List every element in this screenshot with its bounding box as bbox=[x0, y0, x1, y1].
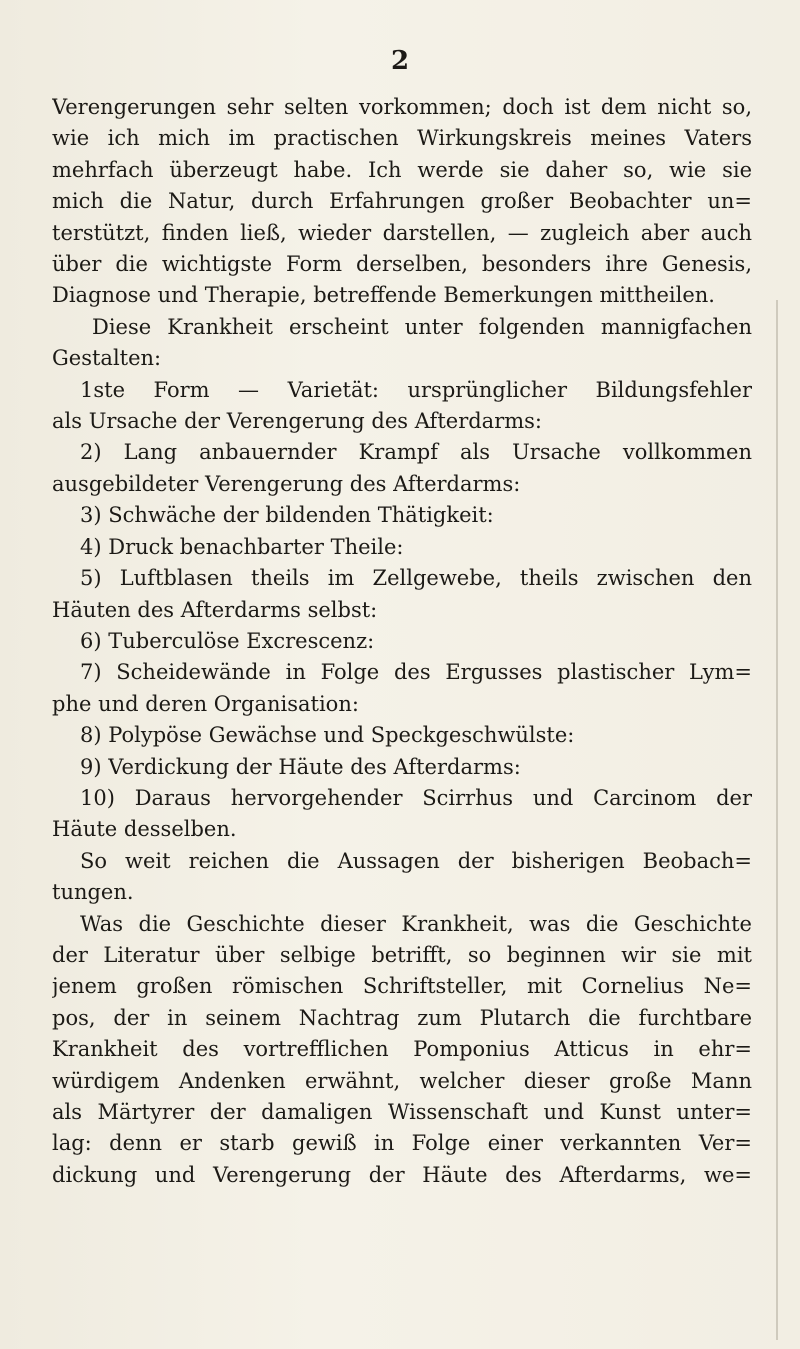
text-line: wie ich mich im practischen Wirkungskreis meines Vaters bbox=[52, 126, 752, 151]
text-line: Was die Geschichte dieser Krankheit, was die Geschichte bbox=[80, 911, 752, 936]
text-line: Gestalten: bbox=[52, 346, 162, 371]
text-line: Diagnose und Therapie, betreffende Bemerkungen mittheilen. bbox=[52, 283, 715, 308]
text-line: terstützt, finden ließ, wieder darstellen, — zugleich aber auch bbox=[52, 220, 752, 245]
text-line: würdigem Andenken erwähnt, welcher dieser große Mann bbox=[52, 1068, 752, 1093]
text-line: als Ursache der Verengerung des Afterdarms: bbox=[52, 409, 542, 434]
text-line: 1ste Form — Varietät: ursprünglicher Bildungsfehler bbox=[80, 377, 752, 402]
text-line: 10) Daraus hervorgehender Scirrhus und Carcinom der bbox=[80, 785, 752, 810]
text-line: 3) Schwäche der bildenden Thätigkeit: bbox=[80, 503, 494, 528]
text-line: Verengerungen sehr selten vorkommen; doch ist dem nicht so, bbox=[52, 95, 752, 119]
text-line: als Märtyrer der damaligen Wissenschaft und Kunst unter= bbox=[52, 1100, 752, 1124]
text-line: 4) Druck benachbarter Theile: bbox=[80, 534, 404, 559]
text-line: So weit reichen die Aussagen der bisherigen Beobach= bbox=[80, 848, 752, 873]
text-line: ausgebildeter Verengerung des Afterdarms: bbox=[52, 471, 521, 496]
text-line: 9) Verdickung der Häute des Afterdarms: bbox=[80, 754, 521, 779]
text-line: 6) Tuberculöse Excrescenz: bbox=[80, 628, 375, 653]
text-line: über die wichtigste Form derselben, besonders ihre Genesis, bbox=[52, 252, 752, 277]
text-line: 7) Scheidewände in Folge des Ergusses plastischer Lym= bbox=[80, 660, 752, 685]
text-line: Häute desselben. bbox=[52, 817, 237, 842]
text-line: 2) Lang anbauernder Krampf als Ursache vollkommen bbox=[80, 440, 752, 465]
text-line: Diese Krankheit erscheint unter folgenden mannigfachen bbox=[92, 314, 752, 339]
text-line: 8) Polypöse Gewächse und Speckgeschwülste: bbox=[80, 723, 575, 748]
text-line: dickung und Verengerung der Häute des Afterdarms, we= bbox=[52, 1162, 752, 1187]
page-edge-shadow bbox=[776, 300, 778, 1340]
text-line: phe und deren Organisation: bbox=[52, 691, 359, 716]
page-number: 2 bbox=[390, 46, 410, 76]
text-line: lag: denn er starb gewiß in Folge einer verkannten Ver= bbox=[52, 1131, 752, 1156]
text-line: jenem großen römischen Schriftsteller, mit Cornelius Ne= bbox=[52, 974, 752, 999]
text-line: 5) Luftblasen theils im Zellgewebe, theils zwischen den bbox=[80, 566, 752, 591]
text-line: pos, der in seinem Nachtrag zum Plutarch die furchtbare bbox=[52, 1005, 752, 1030]
body-text bbox=[52, 92, 752, 1191]
text-line: mehrfach überzeugt habe. Ich werde sie daher so, wie sie bbox=[52, 157, 752, 182]
text-line: mich die Natur, durch Erfahrungen großer Beobachter un= bbox=[52, 189, 752, 214]
text-line: tungen. bbox=[52, 880, 134, 905]
text-line: der Literatur über selbige betrifft, so beginnen wir sie mit bbox=[52, 942, 752, 967]
text-line: Häuten des Afterdarms selbst: bbox=[52, 597, 378, 622]
text-line: Krankheit des vortrefflichen Pomponius Atticus in ehr= bbox=[52, 1037, 752, 1062]
